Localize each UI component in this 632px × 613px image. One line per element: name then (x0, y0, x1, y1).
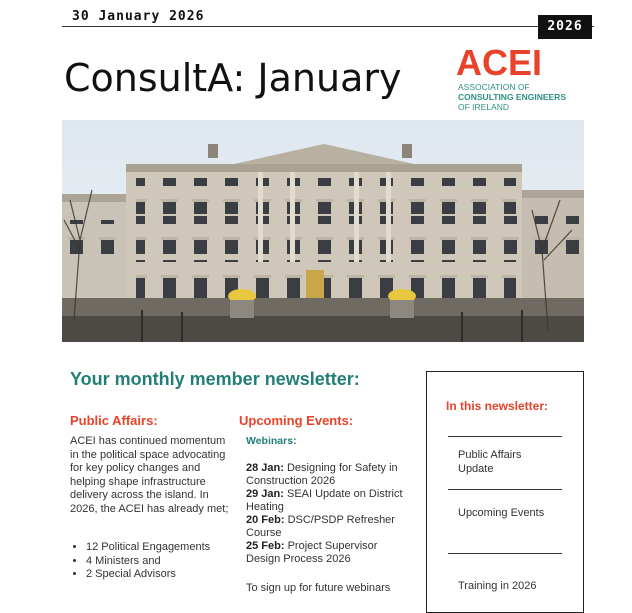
acei-logo: ACEI (456, 42, 543, 83)
intro-heading: Your monthly member newsletter: (70, 369, 360, 389)
logo-line-1: ASSOCIATION OF (458, 82, 530, 92)
acei-logo-subtitle (458, 82, 566, 112)
event-date: 20 Feb: (246, 514, 285, 526)
leinster-house-photo (62, 120, 584, 342)
event-title: Designing for Safety in Construction 2026 (246, 462, 398, 487)
logo-line-2: CONSULTING ENGINEERS (458, 92, 566, 102)
year-badge: 2026 (538, 15, 592, 39)
upcoming-events-heading: Upcoming Events: (239, 413, 354, 428)
event-date: 25 Feb: (246, 540, 285, 552)
public-affairs-body: ACEI has continued momentum in the political space advocating for key policy changes and helping shape infrastructure delivery across the island. In 2026, the ACEI has already met; (70, 435, 229, 515)
contents-divider (448, 489, 562, 490)
event-title: SEAI Update on District Heating (246, 488, 403, 513)
list-item: • 4 Ministers and (86, 555, 251, 569)
list-item: • 12 Political Engagements (86, 541, 251, 555)
event-item[interactable] (246, 462, 414, 488)
contents-item-upcoming-events[interactable]: Upcoming Events (458, 507, 545, 519)
event-title: Project Supervisor Design Process 2026 (246, 540, 378, 565)
contents-heading: In this newsletter: (446, 399, 549, 413)
header-rule (62, 26, 594, 27)
event-title: DSC/PSDP Refresher Course (246, 514, 395, 539)
contents-divider (448, 553, 562, 554)
contents-item-public-affairs[interactable]: Public Affairs Update (458, 449, 522, 475)
event-date: 29 Jan: (246, 488, 284, 500)
newsletter-title: ConsultA: January (64, 56, 402, 100)
event-item[interactable] (246, 488, 414, 514)
webinars-label: Webinars: (246, 435, 297, 447)
event-date: 28 Jan: (246, 462, 284, 474)
list-item: • 2 Special Advisors (86, 568, 251, 582)
contents-divider (448, 436, 562, 437)
webinar-signup-text: To sign up for future webinars (246, 582, 391, 594)
issue-date: 30 January 2026 (72, 9, 205, 24)
public-affairs-list (70, 541, 251, 582)
public-affairs-heading: Public Affairs: (70, 413, 158, 428)
logo-line-3: OF IRELAND (458, 102, 510, 112)
contents-item-training[interactable]: Training in 2026 (458, 580, 537, 592)
event-item[interactable] (246, 514, 414, 540)
event-item[interactable] (246, 540, 414, 566)
events-list (246, 462, 414, 566)
